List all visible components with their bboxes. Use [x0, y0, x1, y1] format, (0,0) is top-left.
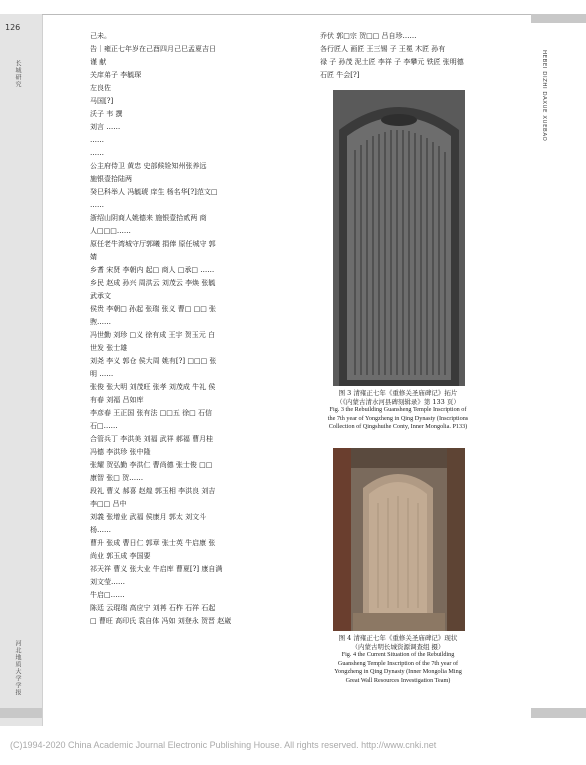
text-line: …… [90, 149, 104, 157]
text-line: 祁天祥 曹义 张大业 牛启库 曹夏[?] 康自满 [90, 565, 223, 573]
text-line: 尚业 郭玉成 李国要 [90, 552, 151, 560]
text-line: 施银壹拾陆两 [90, 175, 132, 183]
text-line: 己未。 [90, 32, 111, 40]
text-line: 世发 张士雄 [90, 344, 128, 352]
figure3-caption-en-2: the 7th year of Yongzheng in Qing Dynasty (Inscriptions [327, 414, 469, 422]
text-line: 张俊 张大明 刘茂旺 张孝 刘茂成 牛礼 侯 [90, 383, 216, 391]
text-line: 浙绍山阴商人姚德来 施银壹拾贰两 商 [90, 214, 207, 222]
text-line: 石□…… [90, 422, 118, 430]
text-line: 刘義 张增业 武福 侯康月 郭太 刘文斗 [90, 513, 207, 521]
text-line: 武承文 [90, 292, 111, 300]
left-bottom-tab [0, 708, 42, 718]
text-line: 明 …… [90, 370, 114, 378]
copyright-footer: (C)1994-2020 China Academic Journal Electronic Publishing House. All rights reserved. http://www.cnki.net [10, 740, 437, 750]
text-line: 牛启□…… [90, 591, 125, 599]
text-line: 乡耆 宋贤 李朝内 起□ 商人 □承□ …… [90, 266, 215, 274]
text-line: 人□□□…… [90, 227, 131, 235]
text-line: 谨 献 [90, 58, 107, 66]
journal-name-label: 河北地质大学学报 [14, 640, 21, 696]
figure3-caption-cn-2: （《内蒙古清水河县碑刻辑录》第 133 页） [336, 397, 460, 406]
left-margin-bar [0, 14, 43, 726]
text-line: 有春 刘福 吕如库 [90, 396, 144, 404]
text-line: 曹升 张成 曹日仁 郭章 张士英 牛启康 张 [90, 539, 216, 547]
right-bottom-tab [531, 708, 586, 718]
figure4-caption-cn-1: 图 4 清雍正七年《重修关圣庙碑记》现状 [338, 634, 458, 642]
text-line: 告｜雍正七年岁在己酉四月己巳孟夏吉日 [90, 45, 216, 53]
text-line: 李□□ 吕中 [90, 500, 127, 508]
text-line: 刘文莹…… [90, 578, 125, 586]
figure4-caption-cn-2: （内蒙古明长城资源调查组 摄） [351, 642, 445, 651]
figure4-caption-en-1: Fig. 4 the Current Situation of the Rebuilding [341, 651, 455, 658]
text-line: …… [90, 136, 104, 144]
text-line: 乡民 赵成 孙兴 周洪云 刘茂云 李焕 张毓 [90, 279, 216, 287]
left-text-column [90, 30, 290, 628]
text-line: 石匠 牛会[?] [320, 71, 360, 79]
text-line: 禄 子 孙茂 泥土匠 李祥 子 李攀元 铁匠 张明德 [320, 58, 464, 66]
figure4-caption-en-2: Guansheng Temple Inscription of the 7th year of [337, 659, 459, 667]
text-line: 煦…… [90, 318, 111, 326]
figure4-caption [298, 634, 498, 685]
text-line: 婧 [90, 253, 97, 261]
text-line: 陈廷 云琨瑞 高应宁 刘苒 石柞 石祥 石起 [90, 604, 216, 612]
text-line: 侯贵 李朝□ 孙起 张瑞 张义 曹□ □□ 张 [90, 305, 217, 313]
stele-current-photo [333, 448, 465, 631]
text-line: 马国[?] [90, 97, 114, 105]
text-line: 公主府侍卫 黄忠 史部候铨知州张养远 [90, 162, 207, 170]
journal-name-pinyin: HEBEI DIZHI DAXUE XUEBAO [541, 50, 547, 142]
text-line: 沃子 韦 撰 [90, 110, 123, 118]
top-rule [42, 14, 531, 15]
text-line: 乔伏 郭□宗 贺□□ 吕自珍…… [320, 32, 417, 40]
right-text-column [320, 30, 500, 82]
text-line: 李彦春 王正国 张有法 □□五 徐□ 石信 [90, 409, 212, 417]
text-line: 张耀 贺弘勤 李洪仁 曹尚德 张士俊 □□ [90, 461, 213, 469]
text-line: 刘尧 李义 郭仓 侯大周 姚有[?] □□□ 张 [90, 357, 217, 365]
figure3-caption-en-3: Collection of Qingshuihe Conty, Inner Mongolia. P133) [328, 423, 468, 430]
text-line: 杨…… [90, 526, 111, 534]
text-line: 合管兵丁 李洪美 刘福 武祥 郝福 曹月桂 [90, 435, 214, 443]
text-line: 关庠弟子 李毓琛 [90, 71, 142, 79]
stele-rubbing-photo [333, 90, 465, 386]
text-line: 原任老牛湾城守厅郭曦 捐俸 原任城守 郭 [90, 240, 216, 248]
text-line: □ 曹旺 高印氏 袁自体 冯如 刘登永 贺晋 赵崴 [90, 617, 232, 625]
text-line: 康智 张□ 贺…… [90, 474, 144, 482]
text-line: 左良佐 [90, 84, 111, 92]
journal-section-label: 长城研究 [14, 60, 21, 88]
right-top-tab [531, 14, 586, 23]
text-line: 各行匠人 画匠 王三锡 子 王冕 木匠 孙有 [320, 45, 446, 53]
figure3-caption [298, 389, 498, 432]
text-line: …… [90, 201, 104, 209]
figure3-caption-en-1: Fig. 3 the Rebuilding Guansheng Temple Inscription of [329, 406, 467, 413]
page-number: 126 [5, 23, 21, 32]
text-line: 冯德 李洪珍 张中隆 [90, 448, 151, 456]
text-line: 癸巳科举人 冯毓琥 庠生 杨名华[?]范文□ [90, 188, 218, 196]
text-line: 刘言 …… [90, 123, 121, 131]
text-line: 段礼 曹义 郝喜 赵煌 郭玉相 李洪良 刘吉 [90, 487, 216, 495]
figure4-caption-en-4: Great Wall Resources Investigation Team) [345, 676, 451, 684]
figure3-caption-cn-1: 图 3 清雍正七年《重修关圣庙碑记》拓片 [338, 389, 458, 397]
text-line: 冯世勤 刘珍 □义 徐有成 王宇 贺玉元 白 [90, 331, 215, 339]
figure4-caption-en-3: Yongzheng in Qing Dynasty (Inner Mongolia Ming [334, 668, 462, 675]
